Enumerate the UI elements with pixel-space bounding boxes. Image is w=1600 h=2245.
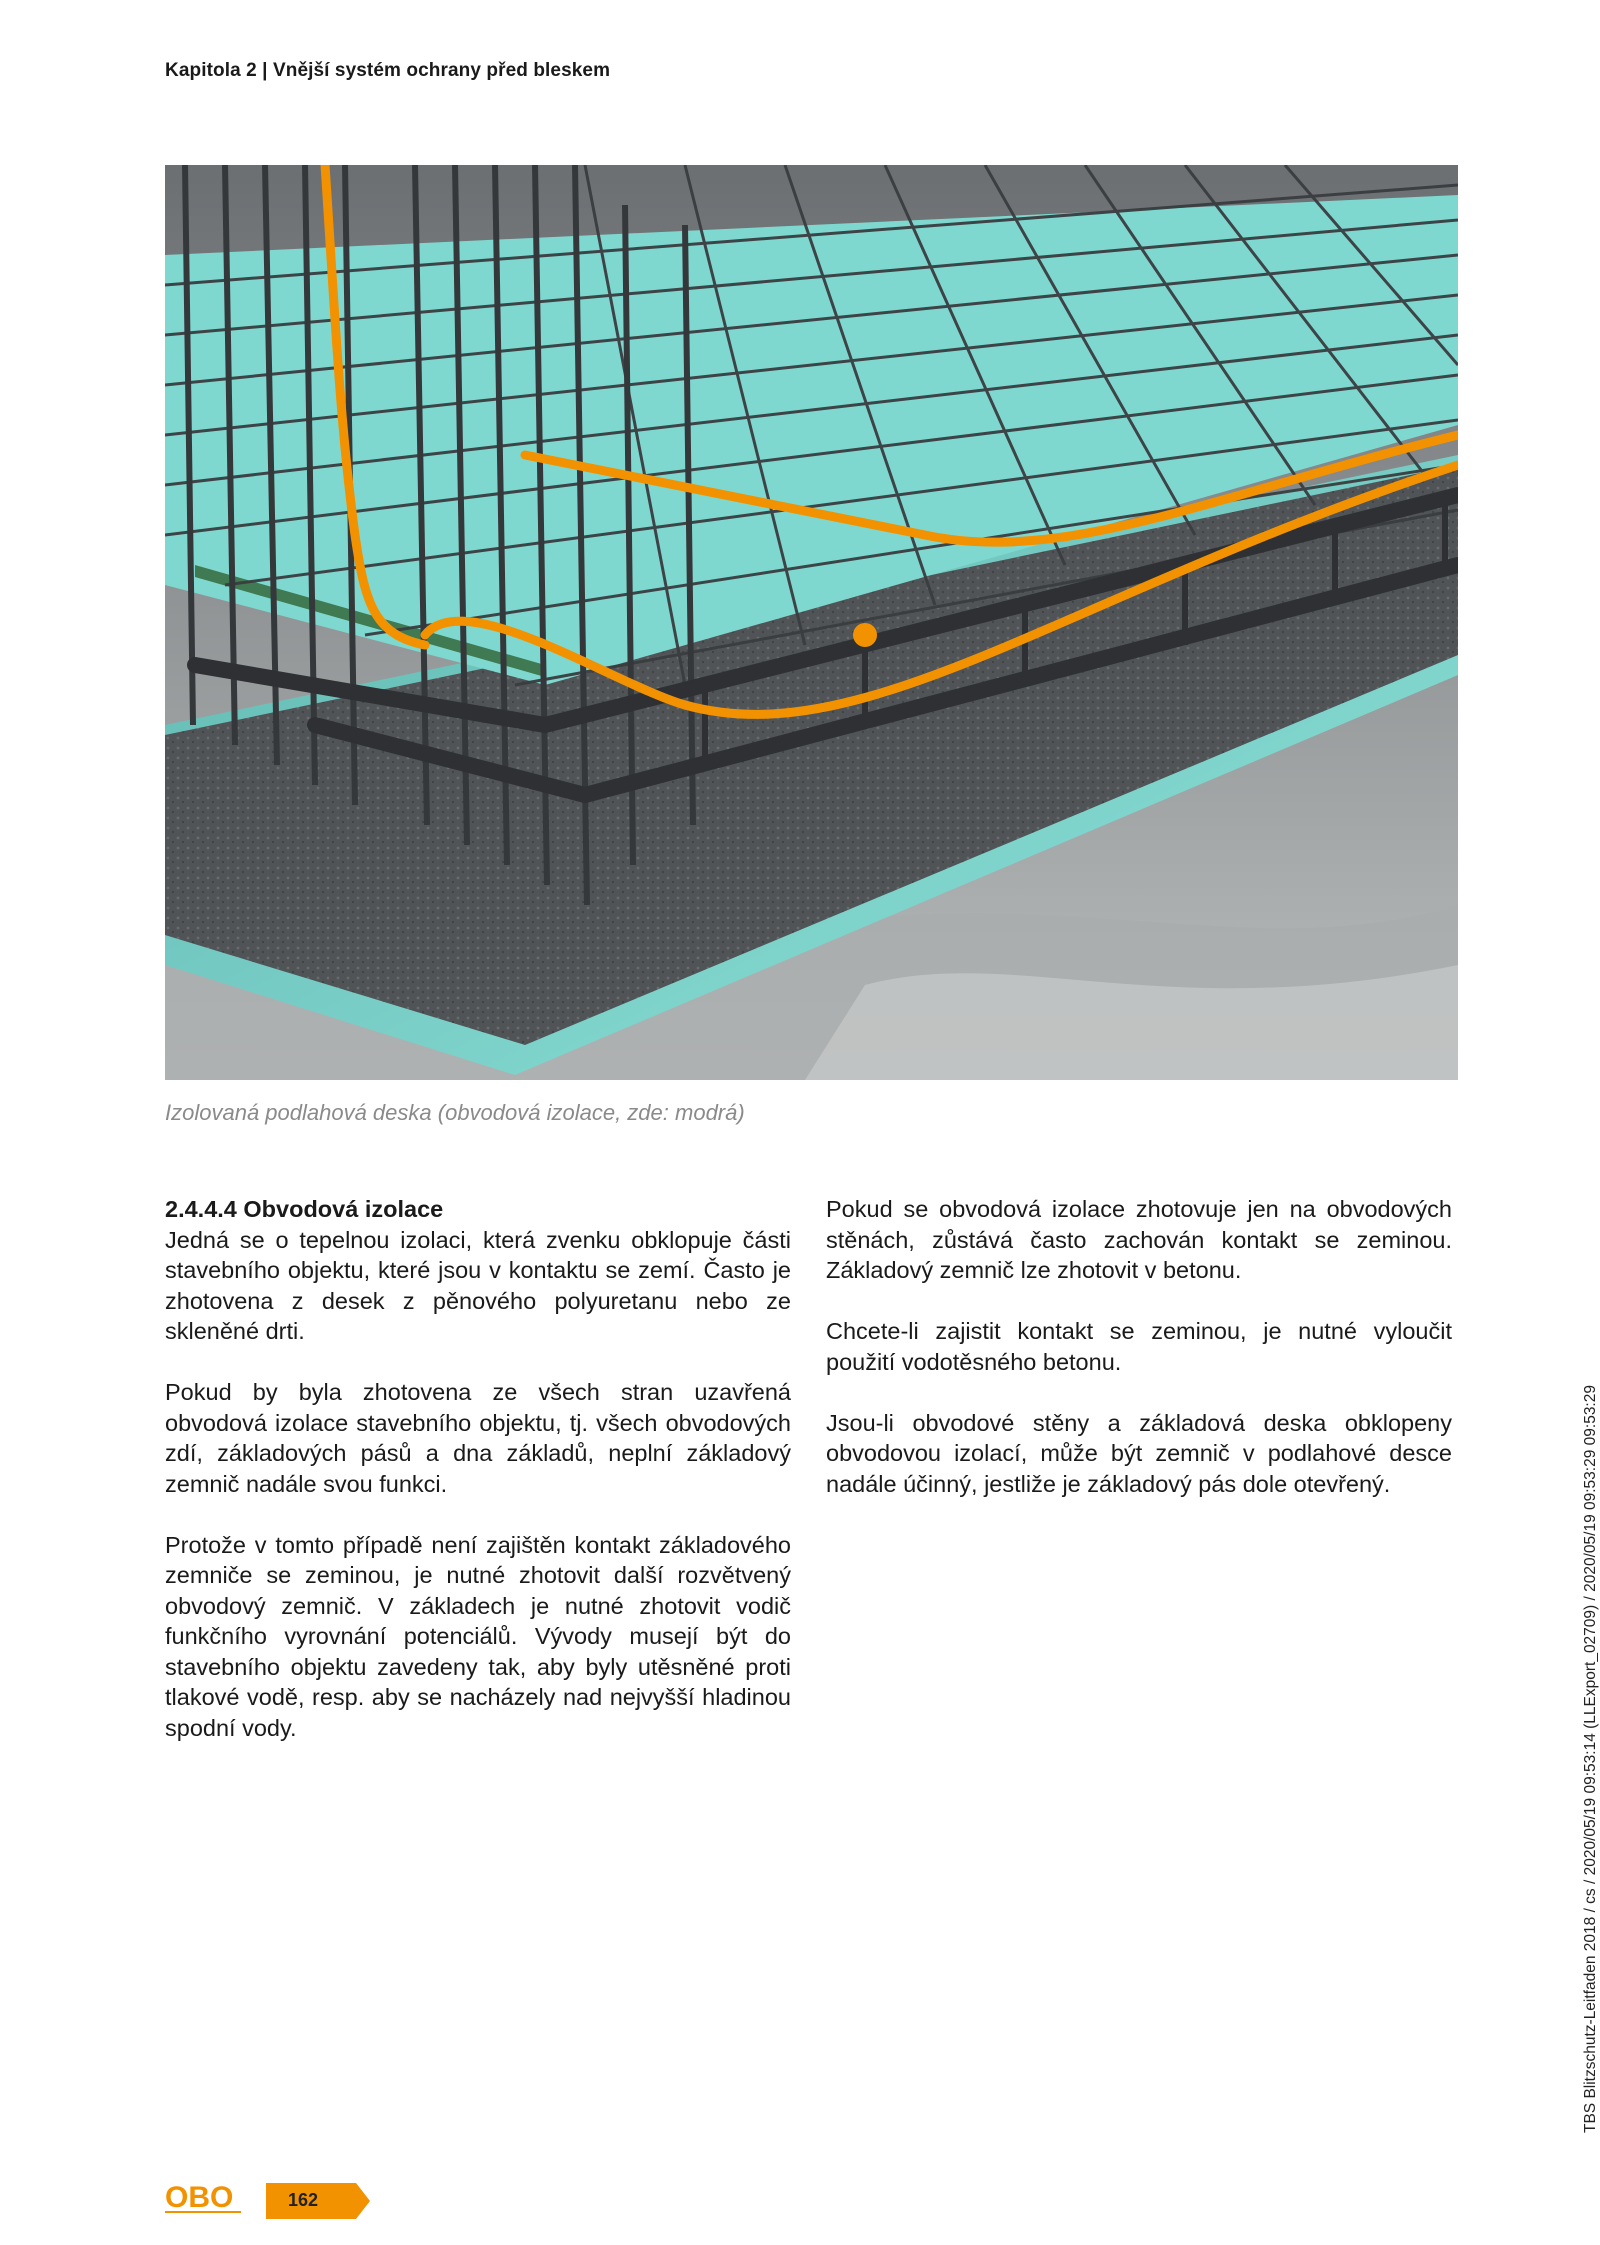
running-head: Kapitola 2 | Vnější systém ochrany před bleskem xyxy=(165,60,611,81)
left-column xyxy=(165,1194,791,1774)
foundation-slab-image xyxy=(165,165,1458,1080)
paragraph: Jsou-li obvodové stěny a základová deska obklopeny obvodovou izolací, může být zemnič v podlahové desce nadále účinný, jestliže je základový pás dole otevřený. xyxy=(826,1409,1452,1497)
document-meta-vertical: TBS Blitzschutz-Leitfaden 2018 / cs / 2020/05/19 09:53:14 (LLExport_02709) / 2020/05/19 09:53:29 09:53:29 xyxy=(1582,1385,1599,2133)
figure-caption: Izolovaná podlahová deska (obvodová izolace, zde: modrá) xyxy=(165,1100,745,1125)
paragraph: Pokud by byla zhotovena ze všech stran uzavřená obvodová izolace stavebního objektu, tj. všech obvodových zdí, základových pásů a dna základů, neplní základový zemnič nadále svou funkci. xyxy=(165,1379,791,1497)
paragraph: Protože v tomto případě není zajištěn kontakt základového zemniče se zeminou, je nutné zhotovit další rozvětvený obvodový zemnič. V základech je nutné zhotovit vodič funkčního vyrovnání potenciálů. Vývody musejí být do stavebního objektu zavedeny tak, aby byly utěsněné proti tlakové vodě, resp. aby se nacházely nad nejvyšší hladinou spodní vody. xyxy=(165,1531,791,1741)
page-number-tab xyxy=(266,2183,370,2219)
section-heading: 2.4.4.4 Obvodová izolace xyxy=(165,1196,444,1222)
page-number: 162 xyxy=(288,2190,319,2210)
paragraph: Pokud se obvodová izolace zhotovuje jen na obvodových stěnách, zůstává často zachován kontakt se zeminou. Základový zemnič lze zhotovit v betonu. xyxy=(826,1196,1452,1283)
obo-logo xyxy=(165,2180,243,2214)
paragraph: Chcete-li zajistit kontakt se zeminou, je nutné vyloučit použití vodotěsného betonu. xyxy=(826,1318,1452,1375)
obo-logo-text: OBO xyxy=(165,2181,234,2214)
right-column xyxy=(826,1194,1452,1530)
paragraph: Jedná se o tepelnou izolaci, která zvenku obklopuje části stavebního objektu, které jsou v kontaktu se zemí. Často je zhotovena z desek z pěnového polyuretanu nebo ze skleněné drti. xyxy=(165,1226,791,1344)
